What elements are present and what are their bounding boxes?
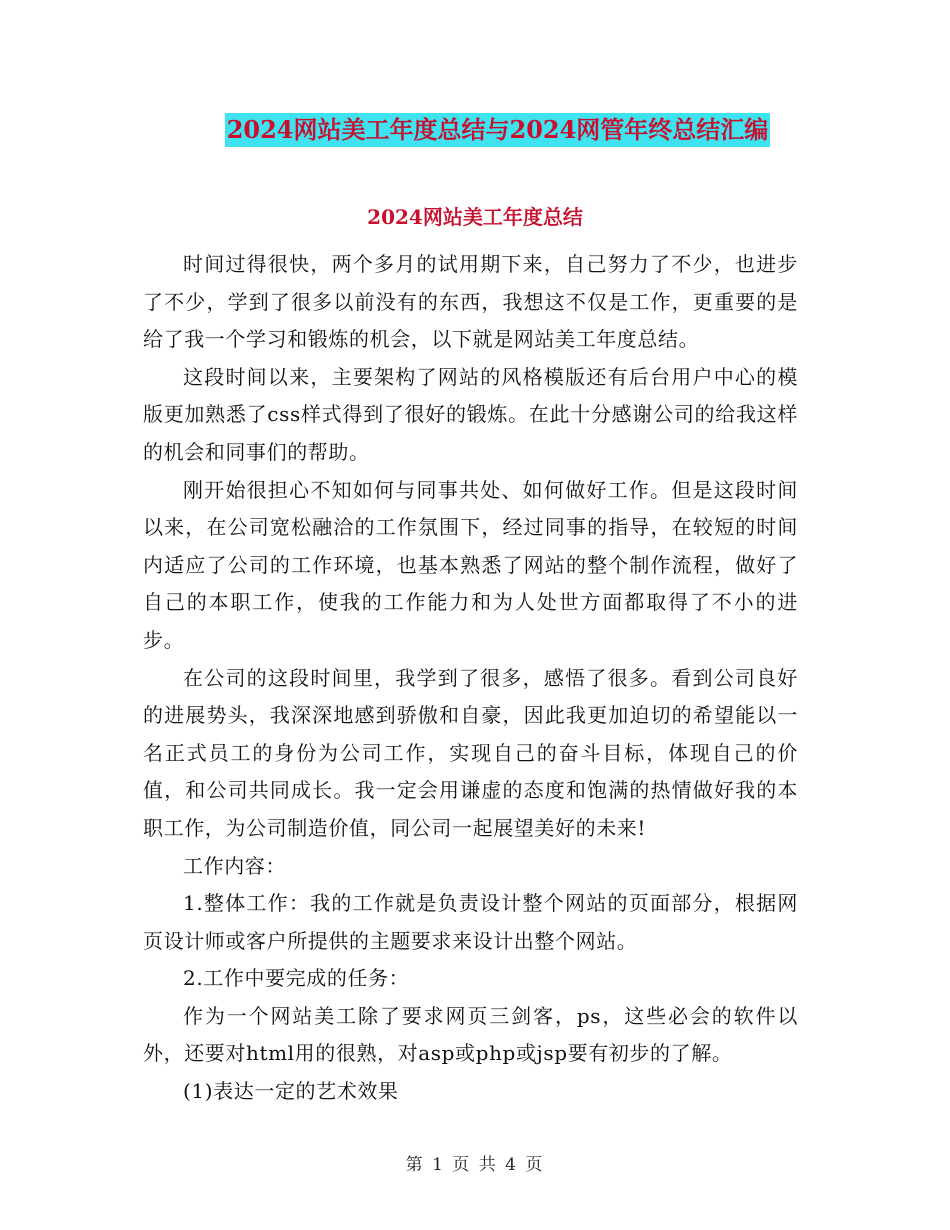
paragraph: 1.整体工作：我的工作就是负责设计整个网站的页面部分，根据网页设计师或客户所提供的主题要求来设计出整个网站。: [143, 891, 798, 953]
paragraph: 2.工作中要完成的任务：: [183, 966, 410, 991]
body-text: [143, 246, 798, 1111]
paragraph: 这段时间以来，主要架构了网站的风格模版还有后台用户中心的模版更加熟悉了css样式得到了很好的锻炼。在此十分感谢公司的给我这样的机会和同事们的帮助。: [143, 364, 798, 464]
paragraph: 作为一个网站美工除了要求网页三剑客，ps，这些必会的软件以外，还要对html用的很熟，对asp或php或jsp要有初步的了解。: [143, 1003, 798, 1066]
paragraph: 刚开始很担心不知如何与同事共处、如何做好工作。但是这段时间以来，在公司宽松融洽的工作氛围下，经过同事的指导，在较短的时间内适应了公司的工作环境，也基本熟悉了网站的整个制作流程，做好了自己的本职工作，使我的工作能力和为人处世方面都取得了不小的进步。: [143, 477, 798, 652]
section-title: 2024网站美工年度总结: [367, 205, 583, 229]
main-title: 2024网站美工年度总结与2024网管年终总结汇编: [225, 113, 771, 147]
paragraph: (1)表达一定的艺术效果: [183, 1079, 399, 1104]
paragraph: 工作内容：: [183, 853, 286, 878]
paragraph: 在公司的这段时间里，我学到了很多，感悟了很多。看到公司良好的进展势头，我深深地感到骄傲和自豪，因此我更加迫切的希望能以一名正式员工的身份为公司工作，实现自己的奋斗目标，体现自己的价值，和公司共同成长。我一定会用谦虚的态度和饱满的热情做好我的本职工作，为公司制造价值，同公司一起展望美好的未来!: [143, 665, 798, 840]
main-title-container: [0, 113, 950, 147]
page-footer: 第 1 页 共 4 页: [405, 1155, 545, 1175]
paragraph: 时间过得很快，两个多月的试用期下来，自己努力了不少，也进步了不少，学到了很多以前没有的东西，我想这不仅是工作，更重要的是给了我一个学习和锻炼的机会，以下就是网站美工年度总结。: [143, 252, 798, 352]
